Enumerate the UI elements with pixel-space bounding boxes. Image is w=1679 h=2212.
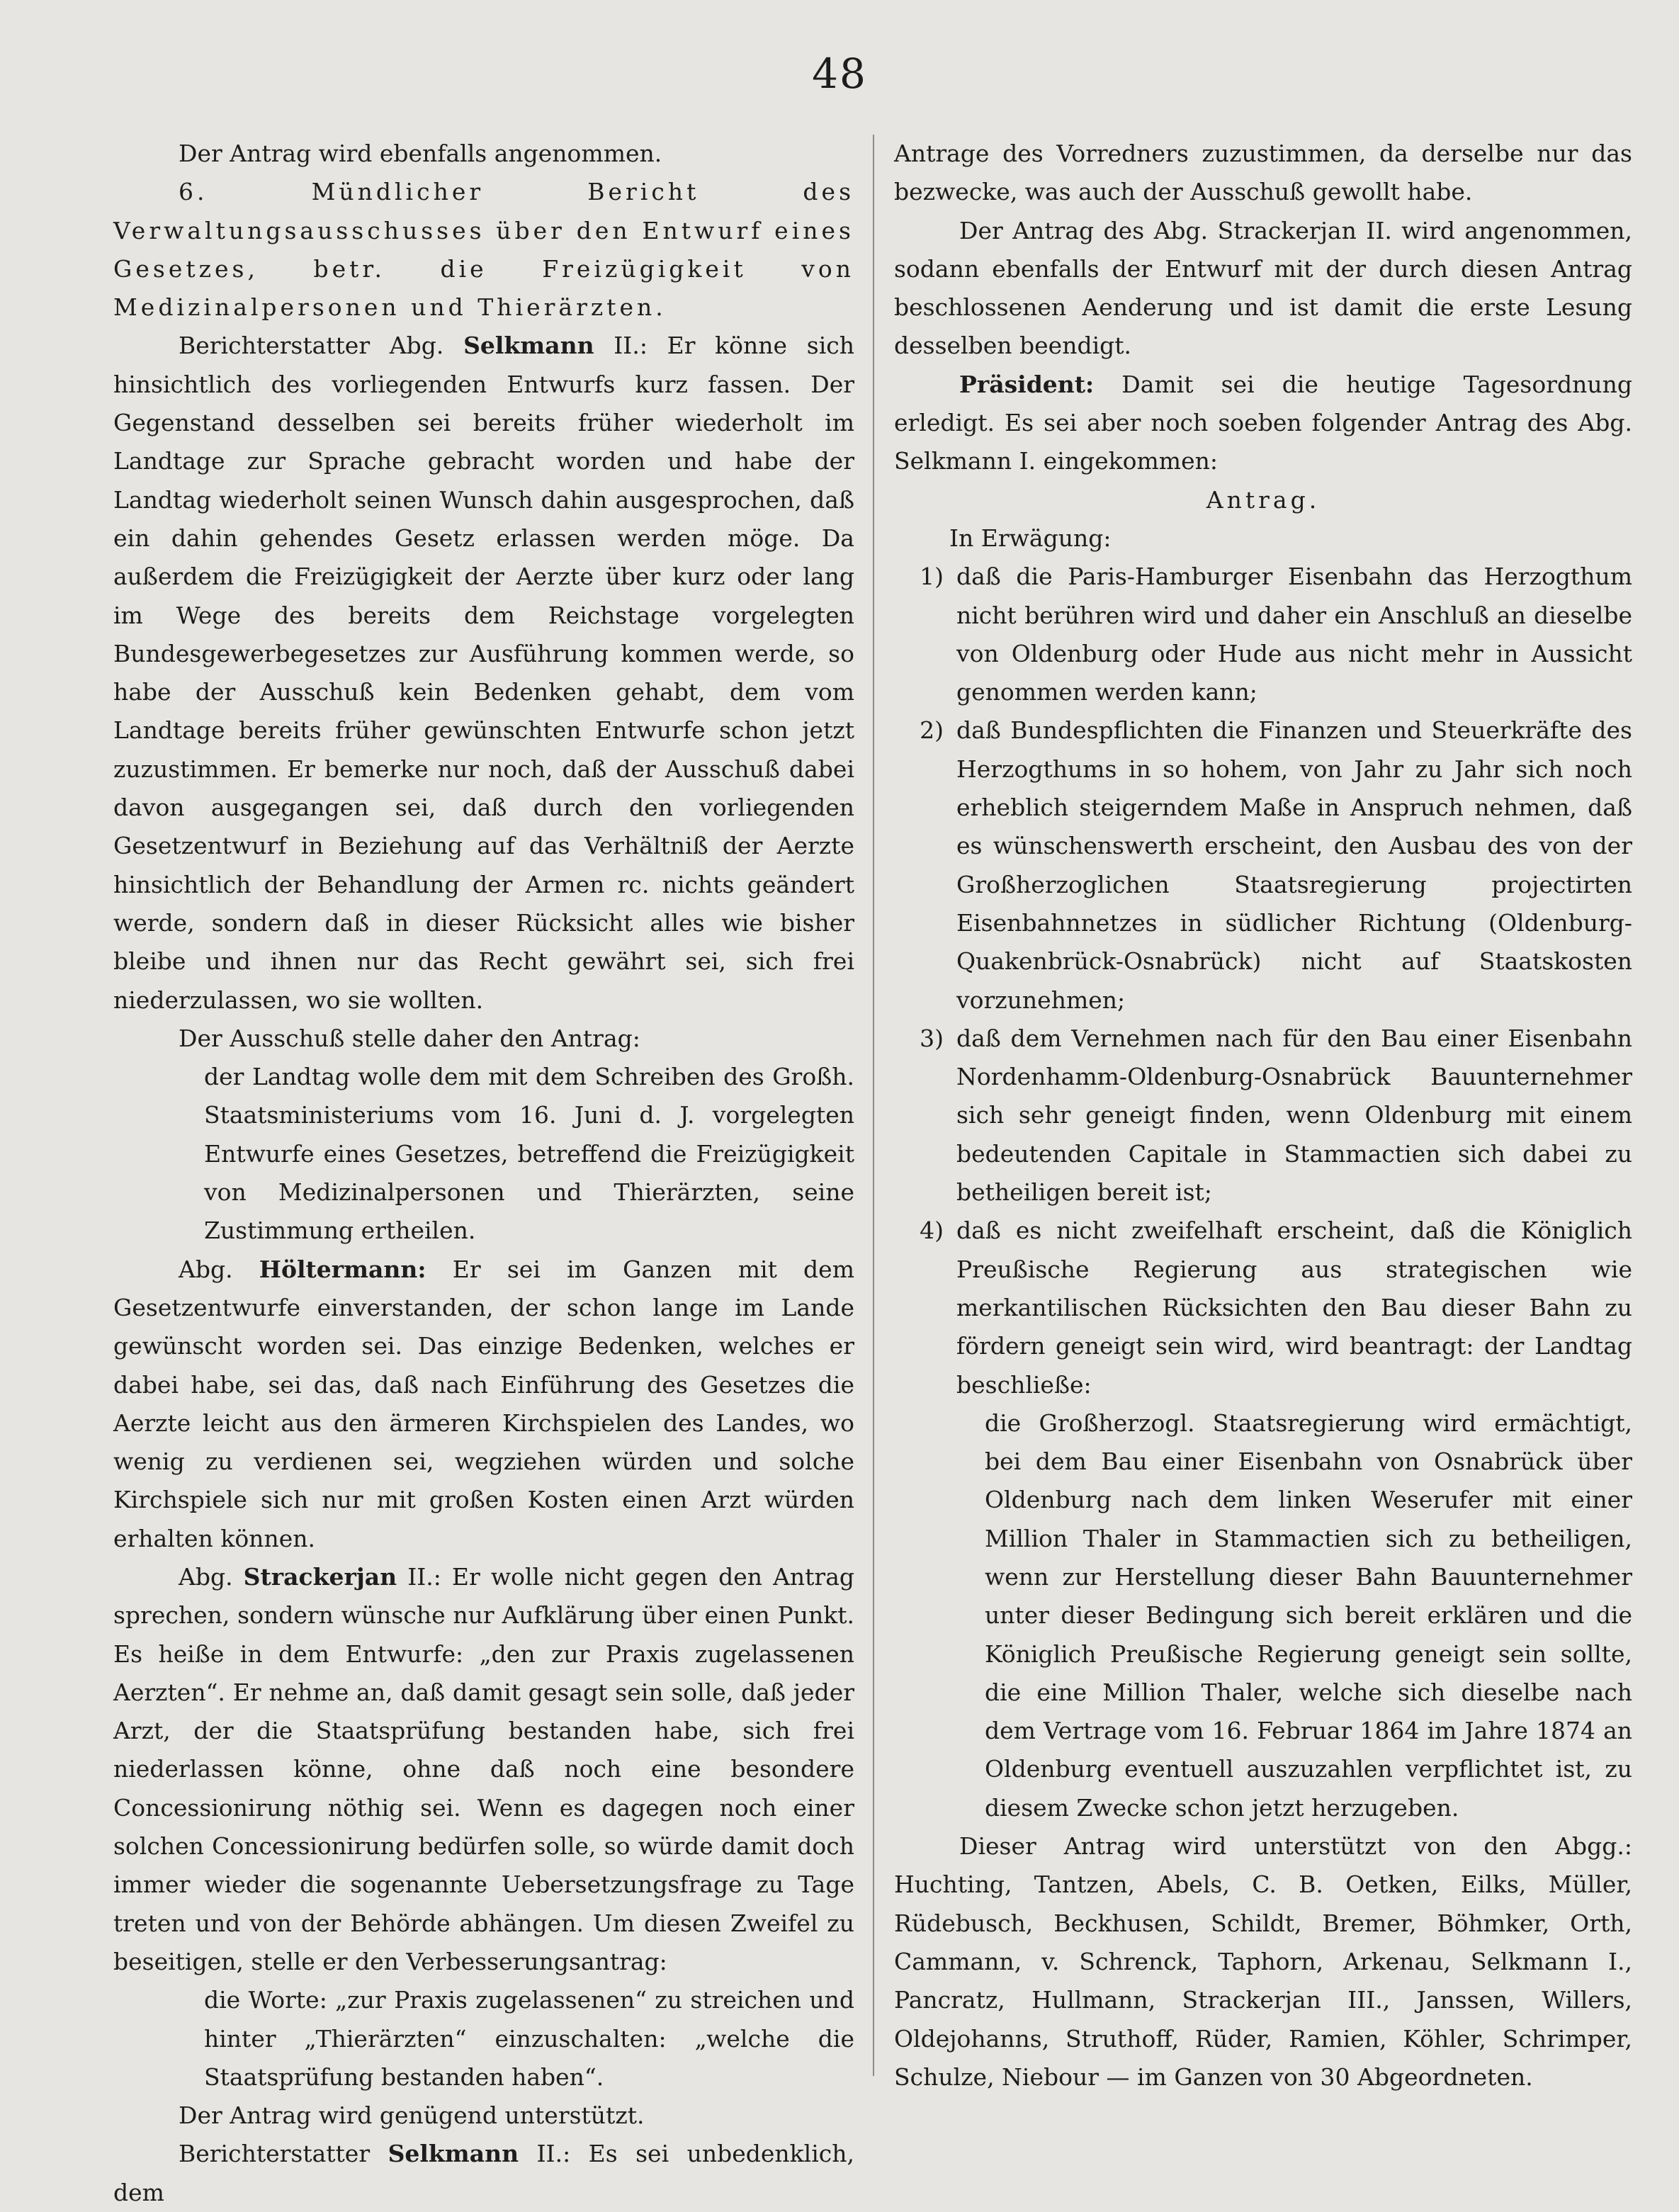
column-divider <box>873 135 874 2076</box>
speaker-role: Abg. <box>179 1562 233 1591</box>
speech-text: II.: Er könne sich hinsichtlich des vorliegenden Entwurfs kurz fassen. Der Gegenstand desselben sei bereits früher wiederholt im Landtage zur Sprache gebracht worden und habe der Landtag wiederholt seinen Wunsch dahin ausgesprochen, daß ein dahin gehendes Gesetz erlassen werden möge. Da außerdem die Freizügigkeit der Aerzte über kurz oder lang im Wege des bereits dem Reichstage vorgelegten Bundesgewerbegesetzes zur Ausführung kommen werde, so habe der Ausschuß kein Bedenken gehabt, dem vom Landtage bereits früher gewünschten Entwurfe schon jetzt zuzustimmen. Er bemerke nur noch, daß der Ausschuß dabei davon ausgegangen sei, daß durch den vorliegenden Gesetzentwurf in Beziehung auf das Verhältniß der Aerzte hinsichtlich der Behandlung der Armen rc. nichts geändert werde, sondern daß in dieser Rücksicht alles wie bisher bleibe und ihnen nur das Recht gewährt sei, sich frei niederzulassen, wo sie wollten. <box>113 332 854 1014</box>
paragraph: Antrage des Vorredners zuzustimmen, da derselbe nur das bezwecke, was auch der Ausschuß gewollt habe. <box>894 140 1632 206</box>
page-number: 48 <box>812 50 867 98</box>
right-column <box>894 135 1632 2097</box>
amendment-text: die Worte: „zur Praxis zugelassenen“ zu streichen und hinter „Thierärzten“ einzuschalten: „welche die Staatsprüfung bestanden haben“. <box>204 1986 854 2091</box>
motion-clause <box>894 1212 1632 1404</box>
supporters-list: Dieser Antrag wird unterstützt von den Abgg.: Huchting, Tantzen, Abels, C. B. Oetken, Eilks, Müller, Rüdebusch, Beckhusen, Schildt, Bremer, Böhmker, Orth, Cammann, v. Schrenck, Taphorn, Arkenau, Selkmann I., Pancratz, Hullmann, Strackerjan III., Janssen, Willers, Oldejohanns, Struthoff, Rüder, Ramien, Köhler, Schrimper, Schulze, Niebour — im Ganzen von 30 Abgeordneten. <box>894 1832 1632 2091</box>
paragraph: Der Antrag des Abg. Strackerjan II. wird angenommen, sodann ebenfalls der Entwurf mit der durch diesen Antrag beschlossenen Aenderung und ist damit die erste Lesung desselben beendigt. <box>894 216 1632 360</box>
paragraph <box>113 327 854 1019</box>
resolution-text: die Großherzogl. Staatsregierung wird ermächtigt, bei dem Bau einer Eisenbahn von Osnabrück über Oldenburg nach dem linken Weserufer mit einer Million Thaler in Stammactien sich zu betheiligen, wenn zur Herstellung dieser Bahn Bauunternehmer unter dieser Bedingung sich bereit erklären und die Königlich Preußische Regierung geneigt sein sollte, die eine Million Thaler, welche sich dieselbe nach dem Vertrage vom 16. Februar 1864 im Jahre 1874 an Oldenburg eventuell auszuzahlen verpflichtet ist, zu diesem Zwecke schon jetzt herzugeben. <box>985 1409 1632 1822</box>
paragraph <box>113 1558 854 1981</box>
speaker-role: Berichterstatter Abg. <box>179 332 444 360</box>
paragraph: Der Antrag wird genügend unterstützt. <box>179 2101 645 2130</box>
motion-clause <box>894 558 1632 711</box>
speaker-name: Höltermann: <box>259 1255 426 1283</box>
speech-text: Damit sei die heutige Tagesordnung erledigt. Es sei aber noch soeben folgender Antrag des Abg. Selkmann I. eingekommen: <box>894 370 1632 475</box>
clause-number: 1) <box>920 563 944 591</box>
speaker-role: Abg. <box>179 1255 233 1283</box>
clause-text: daß Bundespflichten die Finanzen und Steuerkräfte des Herzogthums in so hohem, von Jahr zu Jahr sich noch erheblich steigerndem Maße in Anspruch nehmen, daß es wünschenswerth erscheint, den Ausbau des von der Großherzoglichen Staatsregierung projectirten Eisenbahnnetzes in südlicher Richtung (Oldenburg-Quakenbrück-Osnabrück) nicht auf Staatskosten vorzunehmen; <box>956 716 1632 1014</box>
motion-clause <box>894 1020 1632 1212</box>
paragraph <box>113 2135 854 2212</box>
clause-number: 2) <box>920 716 944 745</box>
paragraph: Der Ausschuß stelle daher den Antrag: <box>179 1024 640 1052</box>
motion-text: der Landtag wolle dem mit dem Schreiben des Großh. Staatsministeriums vom 16. Juni d. J. vorgelegten Entwurfe eines Gesetzes, betreffend die Freizügigkeit von Medizinalpersonen und Thierärzten, seine Zustimmung ertheilen. <box>204 1063 854 1245</box>
clause-number: 4) <box>920 1217 944 1245</box>
speaker-role: Berichterstatter <box>179 2140 371 2168</box>
paragraph <box>113 1251 854 1558</box>
left-column <box>113 135 854 2212</box>
speaker-name: Selkmann <box>388 2140 519 2168</box>
speech-text: II.: Es sei unbedenklich, dem <box>113 2140 854 2206</box>
speaker-name: Selkmann <box>463 332 594 360</box>
speech-text: Er sei im Ganzen mit dem Gesetzentwurfe einverstanden, der schon lange im Lande gewünscht worden sei. Das einzige Bedenken, welches er dabei habe, sei das, daß nach Einführung des Gesetzes die Aerzte leicht aus den ärmeren Kirchspielen des Landes, wo wenig zu verdienen sei, wegziehen würden und solche Kirchspiele sich nur mit großen Kosten einen Arzt würden erhalten können. <box>113 1255 854 1552</box>
motion-clause <box>894 711 1632 1019</box>
speech-text: II.: Er wolle nicht gegen den Antrag sprechen, sondern wünsche nur Aufklärung über einen Punkt. Es heiße in dem Entwurfe: „den zur Praxis zugelassenen Aerzten“. Er nehme an, daß damit gesagt sein solle, daß jeder Arzt, der die Staatsprüfung bestanden habe, sich frei niederlassen könne, ohne daß noch eine besondere Concessionirung nöthig sei. Wenn es dagegen noch einer solchen Concessionirung bedürfen solle, so würde damit doch immer wieder die sogenannte Uebersetzungsfrage zu Tage treten und von der Behörde abhängen. Um diesen Zweifel zu beseitigen, stelle er den Verbesserungsantrag: <box>113 1562 854 1975</box>
paragraph <box>894 366 1632 481</box>
motion-preamble: In Erwägung: <box>949 524 1112 552</box>
speaker-name: Strackerjan <box>243 1562 397 1591</box>
clause-text: daß die Paris-Hamburger Eisenbahn das Herzogthum nicht berühren wird und daher ein Anschluß an dieselbe von Oldenburg oder Hude aus nicht mehr in Aussicht genommen werden kann; <box>956 563 1632 706</box>
clause-text: daß es nicht zweifelhaft erscheint, daß die Königlich Preußische Regierung aus strategischen wie merkantilischen Rücksichten den Bau dieser Bahn zu fördern geneigt sein wird, wird beantragt: der Landtag beschließe: <box>956 1217 1632 1399</box>
agenda-item-heading: 6. Mündlicher Bericht des Verwaltungsausschusses über den Entwurf eines Gesetzes, betr. die Freizügigkeit von Medizinalpersonen und Thierärzten. <box>113 178 854 322</box>
clause-number: 3) <box>920 1024 944 1052</box>
speaker-name: Präsident: <box>959 370 1095 398</box>
clause-text: daß dem Vernehmen nach für den Bau einer Eisenbahn Nordenhamm-Oldenburg-Osnabrück Bauunternehmer sich sehr geneigt finden, wenn Oldenburg mit einem bedeutenden Capitale in Stammactien sich dabei zu betheiligen bereit ist; <box>956 1024 1632 1207</box>
paragraph: Der Antrag wird ebenfalls angenommen. <box>179 140 662 167</box>
motion-title: Antrag. <box>1206 485 1321 514</box>
